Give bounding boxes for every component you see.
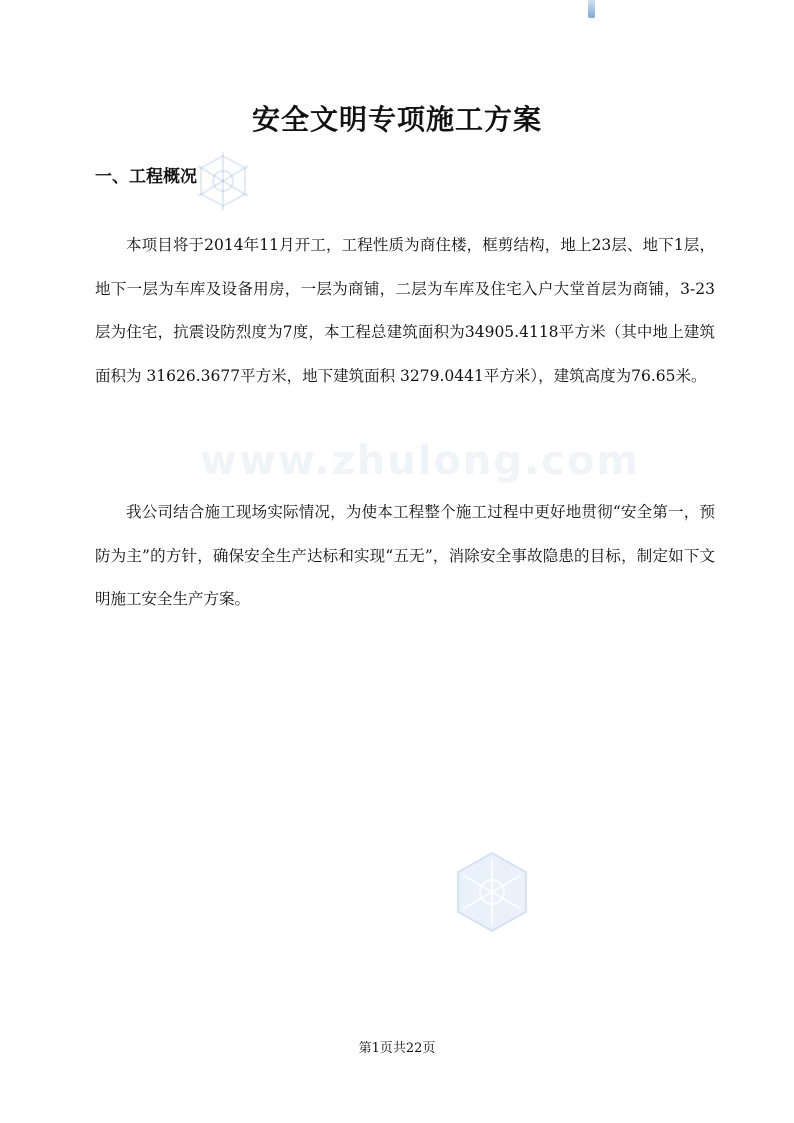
snowflake-watermark-icon xyxy=(447,847,537,937)
paragraph-project-overview: 本项目将于2014年11月开工，工程性质为商住楼，框剪结构，地上23层、地下1层，地下一层为车库及设备用房，一层为商铺，二层为车库及住宅入户大堂首层为商铺，3-23层为住宅，抗震设防烈度为7度，本工程总建筑面积为34905.4118平方米（其中地上建筑面积为 31626.3677平方米，地下建筑面积 3279.0441平方米），建筑高度为76.65米。 xyxy=(95,236,715,385)
top-accent-bar xyxy=(588,0,595,18)
section-heading: 一、工程概况 xyxy=(95,167,197,187)
watermark-text: www.zhulong.com xyxy=(200,438,641,484)
snowflake-watermark-icon xyxy=(190,148,256,214)
paragraph-safety-plan: 我公司结合施工现场实际情况，为使本工程整个施工过程中更好地贯彻“安全第一，预防为主”的方针，确保安全生产达标和实现“五无”，消除安全事故隐患的目标，制定如下文明施工安全生产方案。 xyxy=(95,503,715,608)
document-title: 安全文明专项施工方案 xyxy=(251,103,542,136)
page-footer: 第1页共22页 xyxy=(358,1041,436,1056)
